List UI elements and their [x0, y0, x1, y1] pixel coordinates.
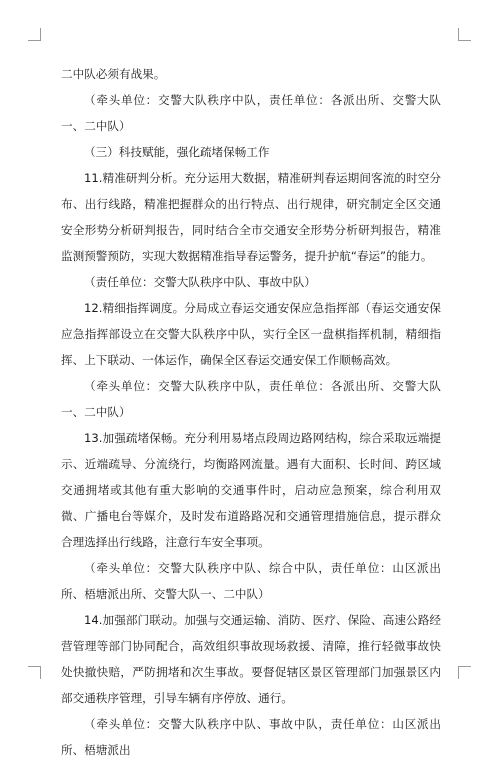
paragraph-continuation: 二中队必须有战果。: [61, 67, 166, 81]
paragraph-item-11: 11.精准研判分析。充分运用大数据，精准研判春运期间客流的时空分布、出行线路，精准把握群众的出行特点、出行规律，研究制定全区交通安全形势分析研判报告，同时结合全市交通安全形势分析研判报告，精准监测预警预防，实现大数据精准指导春运警务，提升护航“春运”的能力。: [61, 171, 441, 263]
paragraph-item-12: 12.精细指挥调度。分局成立春运交通安保应急指挥部（春运交通安保应急指挥部设立在交警大队秩序中队，实行全区一盘棋指挥机制，精细指挥、上下联动、一体运作，确保全区春运交通安保工作顺畅高效。: [61, 301, 441, 367]
section-heading: （三）科技赋能，强化疏堵保畅工作: [84, 145, 270, 159]
paragraph-responsibility: （责任单位：交警大队秩序中队、事故中队）: [84, 275, 316, 289]
paragraph-responsibility: （牵头单位：交警大队秩序中队，责任单位：各派出所、交警大队一、二中队）: [61, 93, 441, 133]
paragraph-responsibility: （牵头单位：交警大队秩序中队、事故中队，责任单位：山区派出所、梧塘派出: [61, 717, 441, 757]
paragraph-item-13: 13.加强疏堵保畅。充分利用易堵点段周边路网结构，综合采取远端提示、近端疏导、分流绕行，均衡路网流量。遇有大面积、长时间、跨区域交通拥堵或其他有重大影响的交通事件时，启动应急预案，综合利用双微、广播电台等媒介，及时发布道路路况和交通管理措施信息，提示群众合理选择出行线路，注意行车安全事项。: [61, 431, 441, 549]
paragraph-responsibility: （牵头单位：交警大队秩序中队、综合中队，责任单位：山区派出所、梧塘派出所、交警大队一、二中队）: [61, 561, 441, 601]
crop-mark-bottom-left: [28, 666, 41, 679]
crop-mark-bottom-right: [458, 666, 471, 679]
crop-mark-top-left: [28, 28, 41, 41]
crop-mark-top-right: [458, 28, 471, 41]
document-body: [61, 61, 441, 763]
paragraph-item-14: 14.加强部门联动。加强与交通运输、消防、医疗、保险、高速公路经营管理等部门协同配合，高效组织事故现场救援、清障，推行轻微事故快处快撤快赔，严防拥堵和次生事故。要督促辖区景区管理部门加强景区内部交通秩序管理，引导车辆有序停放、通行。: [61, 613, 441, 705]
paragraph-responsibility: （牵头单位：交警大队秩序中队，责任单位：各派出所、交警大队一、二中队）: [61, 379, 441, 419]
